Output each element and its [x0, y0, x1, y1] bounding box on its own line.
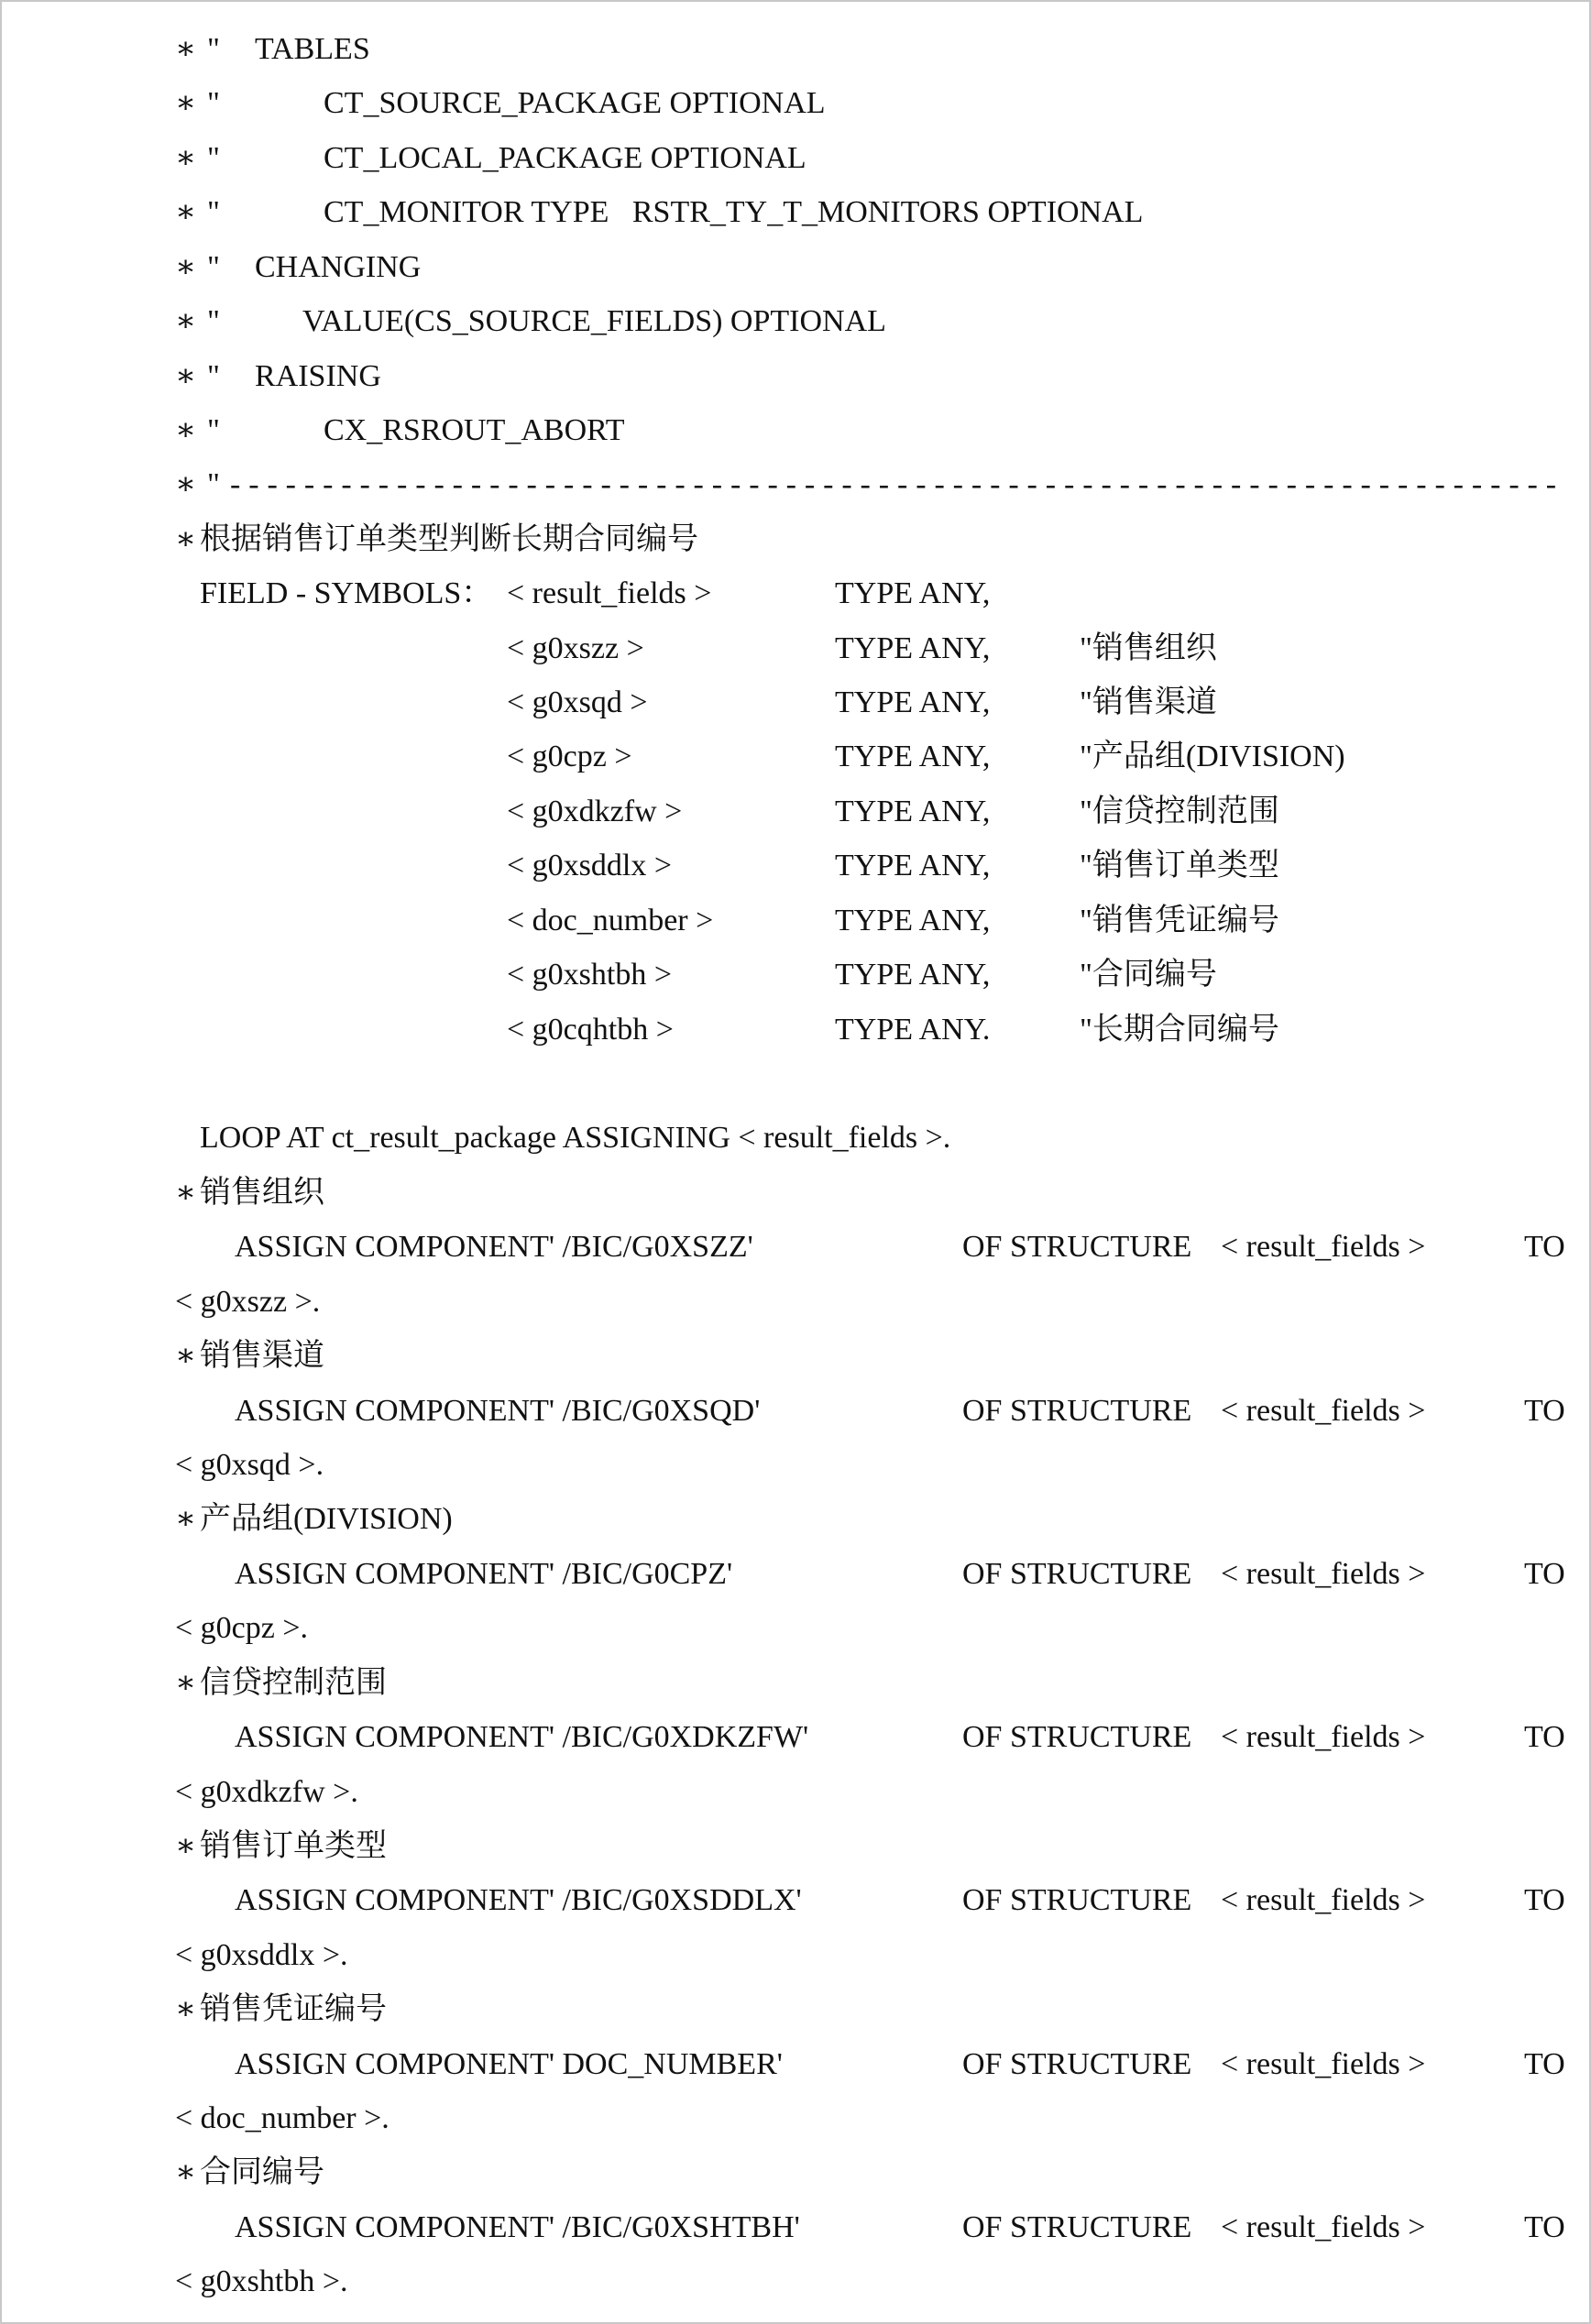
to-keyword: TO	[1524, 1720, 1565, 1755]
field-symbol-line	[2, 566, 1589, 620]
comment-asterisk: ∗	[175, 2155, 197, 2190]
assign-statement: ASSIGN COMPONENT' /BIC/G0CPZ'	[235, 1556, 733, 1591]
assign-line	[2, 1547, 1589, 1601]
to-keyword: TO	[1524, 1230, 1565, 1265]
comment-asterisk: ∗	[175, 195, 197, 230]
assign-target: < g0xsqd >.	[175, 1447, 324, 1482]
comment-line	[2, 240, 1589, 294]
comment-text: CT_MONITOR TYPE RSTR_TY_T_MONITORS OPTIONAL	[324, 195, 1144, 230]
field-symbol-line	[2, 729, 1589, 784]
comment-text: RAISING	[255, 358, 381, 393]
comment-asterisk: ∗	[175, 1665, 197, 1700]
comment-divider-line	[2, 457, 1589, 511]
assign-comment: 销售渠道	[200, 1339, 324, 1374]
assign-statement: ASSIGN COMPONENT' /BIC/G0XSDDLX'	[235, 1883, 802, 1918]
loop-line	[2, 1111, 1589, 1165]
assign-target-line	[2, 1765, 1589, 1819]
assign-target-line	[2, 2254, 1589, 2308]
assign-target-line	[2, 1438, 1589, 1492]
comment-quote: "	[207, 195, 220, 230]
assign-line	[2, 2200, 1589, 2254]
assign-source: < result_fields >	[1221, 2209, 1426, 2244]
field-symbol-name: < result_fields >	[507, 576, 712, 611]
comment-asterisk: ∗	[175, 86, 197, 121]
to-keyword: TO	[1524, 2209, 1565, 2244]
assign-comment-line	[2, 1329, 1589, 1383]
comment-asterisk: ∗	[175, 249, 197, 284]
assign-target: < g0xsddlx >.	[175, 1937, 348, 1972]
assign-target-line	[2, 1928, 1589, 1982]
comment-quote: "	[207, 249, 220, 284]
field-symbol-line	[2, 621, 1589, 675]
field-symbol-type: TYPE ANY,	[835, 849, 991, 883]
blank-line	[2, 1057, 1589, 1111]
assign-line	[2, 1384, 1589, 1438]
assign-comment: 合同编号	[200, 2155, 324, 2190]
field-symbol-line	[2, 675, 1589, 729]
field-symbol-type: TYPE ANY,	[835, 903, 991, 937]
comment-asterisk: ∗	[175, 467, 197, 502]
comment-text: CT_SOURCE_PACKAGE OPTIONAL	[324, 86, 826, 121]
comment-asterisk: ∗	[175, 304, 197, 339]
field-symbol-line	[2, 1003, 1589, 1057]
assign-comment-line	[2, 1166, 1589, 1220]
assign-comment: 销售组织	[200, 1175, 324, 1210]
field-symbol-line	[2, 893, 1589, 948]
loop-statement: LOOP AT ct_result_package ASSIGNING < result_fields >.	[200, 1121, 951, 1156]
field-symbol-name: < g0cpz >	[507, 740, 632, 774]
field-symbol-type: TYPE ANY,	[835, 740, 991, 774]
comment-asterisk: ∗	[175, 1502, 197, 1537]
assign-target: < g0xdkzfw >.	[175, 1774, 358, 1809]
assign-line	[2, 1220, 1589, 1274]
field-symbol-type: TYPE ANY,	[835, 576, 991, 611]
section-comment: 根据销售订单类型判断长期合同编号	[200, 521, 698, 556]
comment-text: CX_RSROUT_ABORT	[324, 412, 625, 447]
comment-line	[2, 131, 1589, 185]
field-symbol-comment: "产品组(DIVISION)	[1080, 740, 1345, 774]
field-symbol-line	[2, 839, 1589, 893]
assign-line	[2, 1873, 1589, 1927]
field-symbol-name: < g0xsddlx >	[507, 849, 673, 883]
of-structure-keyword: OF STRUCTURE	[962, 1883, 1192, 1918]
of-structure-keyword: OF STRUCTURE	[962, 2046, 1192, 2081]
assign-target-line	[2, 2091, 1589, 2145]
field-symbol-name: < g0xszz >	[507, 630, 644, 665]
assign-target-line	[2, 1601, 1589, 1655]
comment-quote: "	[207, 32, 220, 66]
assign-comment: 产品组(DIVISION)	[200, 1502, 453, 1537]
comment-quote: "	[207, 140, 220, 175]
assign-statement: ASSIGN COMPONENT' /BIC/G0XDKZFW'	[235, 1720, 809, 1755]
field-symbol-type: TYPE ANY,	[835, 794, 991, 828]
comment-text: VALUE(CS_SOURCE_FIELDS) OPTIONAL	[302, 304, 886, 339]
to-keyword: TO	[1524, 1883, 1565, 1918]
assign-target: < g0xszz >.	[175, 1284, 321, 1319]
assign-source: < result_fields >	[1221, 1393, 1426, 1428]
comment-line	[2, 294, 1589, 348]
field-symbol-line	[2, 948, 1589, 1002]
field-symbol-name: < g0xdkzfw >	[507, 794, 683, 828]
comment-asterisk: ∗	[175, 140, 197, 175]
comment-quote: "	[207, 304, 220, 339]
field-symbol-type: TYPE ANY.	[835, 1012, 991, 1047]
comment-quote: "	[207, 467, 220, 502]
comment-divider: ------------------------------------------------------------------------	[230, 467, 1565, 502]
of-structure-keyword: OF STRUCTURE	[962, 1720, 1192, 1755]
assign-comment: 信贷控制范围	[200, 1665, 387, 1700]
assign-source: < result_fields >	[1221, 2046, 1426, 2081]
field-symbol-type: TYPE ANY,	[835, 685, 991, 720]
assign-comment-line	[2, 1982, 1589, 2036]
comment-asterisk: ∗	[175, 521, 197, 556]
assign-target: < g0cpz >.	[175, 1611, 309, 1646]
of-structure-keyword: OF STRUCTURE	[962, 1230, 1192, 1265]
comment-line	[2, 349, 1589, 403]
field-symbol-name: < g0xsqd >	[507, 685, 648, 720]
assign-target: < g0xshtbh >.	[175, 2264, 348, 2299]
assign-comment: 销售凭证编号	[200, 1992, 387, 2027]
comment-line	[2, 22, 1589, 76]
field-symbol-type: TYPE ANY,	[835, 630, 991, 665]
field-symbol-type: TYPE ANY,	[835, 958, 991, 992]
assign-statement: ASSIGN COMPONENT' /BIC/G0XSHTBH'	[235, 2209, 800, 2244]
comment-quote: "	[207, 358, 220, 393]
assign-comment-line	[2, 1656, 1589, 1710]
comment-line	[2, 403, 1589, 457]
assign-source: < result_fields >	[1221, 1883, 1426, 1918]
field-symbol-comment: "销售订单类型	[1080, 849, 1279, 883]
comment-line	[2, 76, 1589, 130]
of-structure-keyword: OF STRUCTURE	[962, 1556, 1192, 1591]
comment-asterisk: ∗	[175, 1828, 197, 1863]
assign-target: < doc_number >.	[175, 2101, 390, 2136]
comment-asterisk: ∗	[175, 412, 197, 447]
assign-statement: ASSIGN COMPONENT' /BIC/G0XSQD'	[235, 1393, 761, 1428]
assign-source: < result_fields >	[1221, 1556, 1426, 1591]
comment-asterisk: ∗	[175, 358, 197, 393]
assign-target-line	[2, 1275, 1589, 1329]
to-keyword: TO	[1524, 1393, 1565, 1428]
comment-line	[2, 185, 1589, 239]
field-symbol-name: < doc_number >	[507, 903, 714, 937]
field-symbol-name: < g0xshtbh >	[507, 958, 673, 992]
field-symbol-comment: "长期合同编号	[1080, 1012, 1279, 1047]
comment-quote: "	[207, 412, 220, 447]
field-symbol-name: < g0cqhtbh >	[507, 1012, 674, 1047]
comment-text: CHANGING	[255, 249, 422, 284]
assign-line	[2, 1710, 1589, 1764]
assign-line	[2, 2037, 1589, 2091]
assign-source: < result_fields >	[1221, 1720, 1426, 1755]
comment-text: TABLES	[255, 32, 370, 66]
assign-source: < result_fields >	[1221, 1230, 1426, 1265]
assign-statement: ASSIGN COMPONENT' /BIC/G0XSZZ'	[235, 1230, 753, 1265]
comment-asterisk: ∗	[175, 1175, 197, 1210]
assign-comment-line	[2, 2145, 1589, 2199]
field-symbol-comment: "合同编号	[1080, 958, 1217, 992]
comment-asterisk: ∗	[175, 32, 197, 66]
of-structure-keyword: OF STRUCTURE	[962, 2209, 1192, 2244]
to-keyword: TO	[1524, 1556, 1565, 1591]
comment-quote: "	[207, 86, 220, 121]
field-symbol-comment: "信贷控制范围	[1080, 794, 1279, 828]
assign-comment-line	[2, 1492, 1589, 1546]
field-symbol-comment: "销售组织	[1080, 630, 1217, 665]
comment-text: CT_LOCAL_PACKAGE OPTIONAL	[324, 140, 806, 175]
field-symbols-keyword: FIELD - SYMBOLS：	[200, 576, 493, 611]
field-symbol-comment: "销售渠道	[1080, 685, 1217, 720]
field-symbol-line	[2, 784, 1589, 839]
assign-statement: ASSIGN COMPONENT' DOC_NUMBER'	[235, 2046, 783, 2081]
section-comment-line	[2, 512, 1589, 566]
comment-asterisk: ∗	[175, 1339, 197, 1374]
to-keyword: TO	[1524, 2046, 1565, 2081]
field-symbol-comment: "销售凭证编号	[1080, 903, 1279, 937]
assign-comment-line	[2, 1819, 1589, 1873]
comment-asterisk: ∗	[175, 1992, 197, 2027]
of-structure-keyword: OF STRUCTURE	[962, 1393, 1192, 1428]
assign-comment: 销售订单类型	[200, 1828, 387, 1863]
